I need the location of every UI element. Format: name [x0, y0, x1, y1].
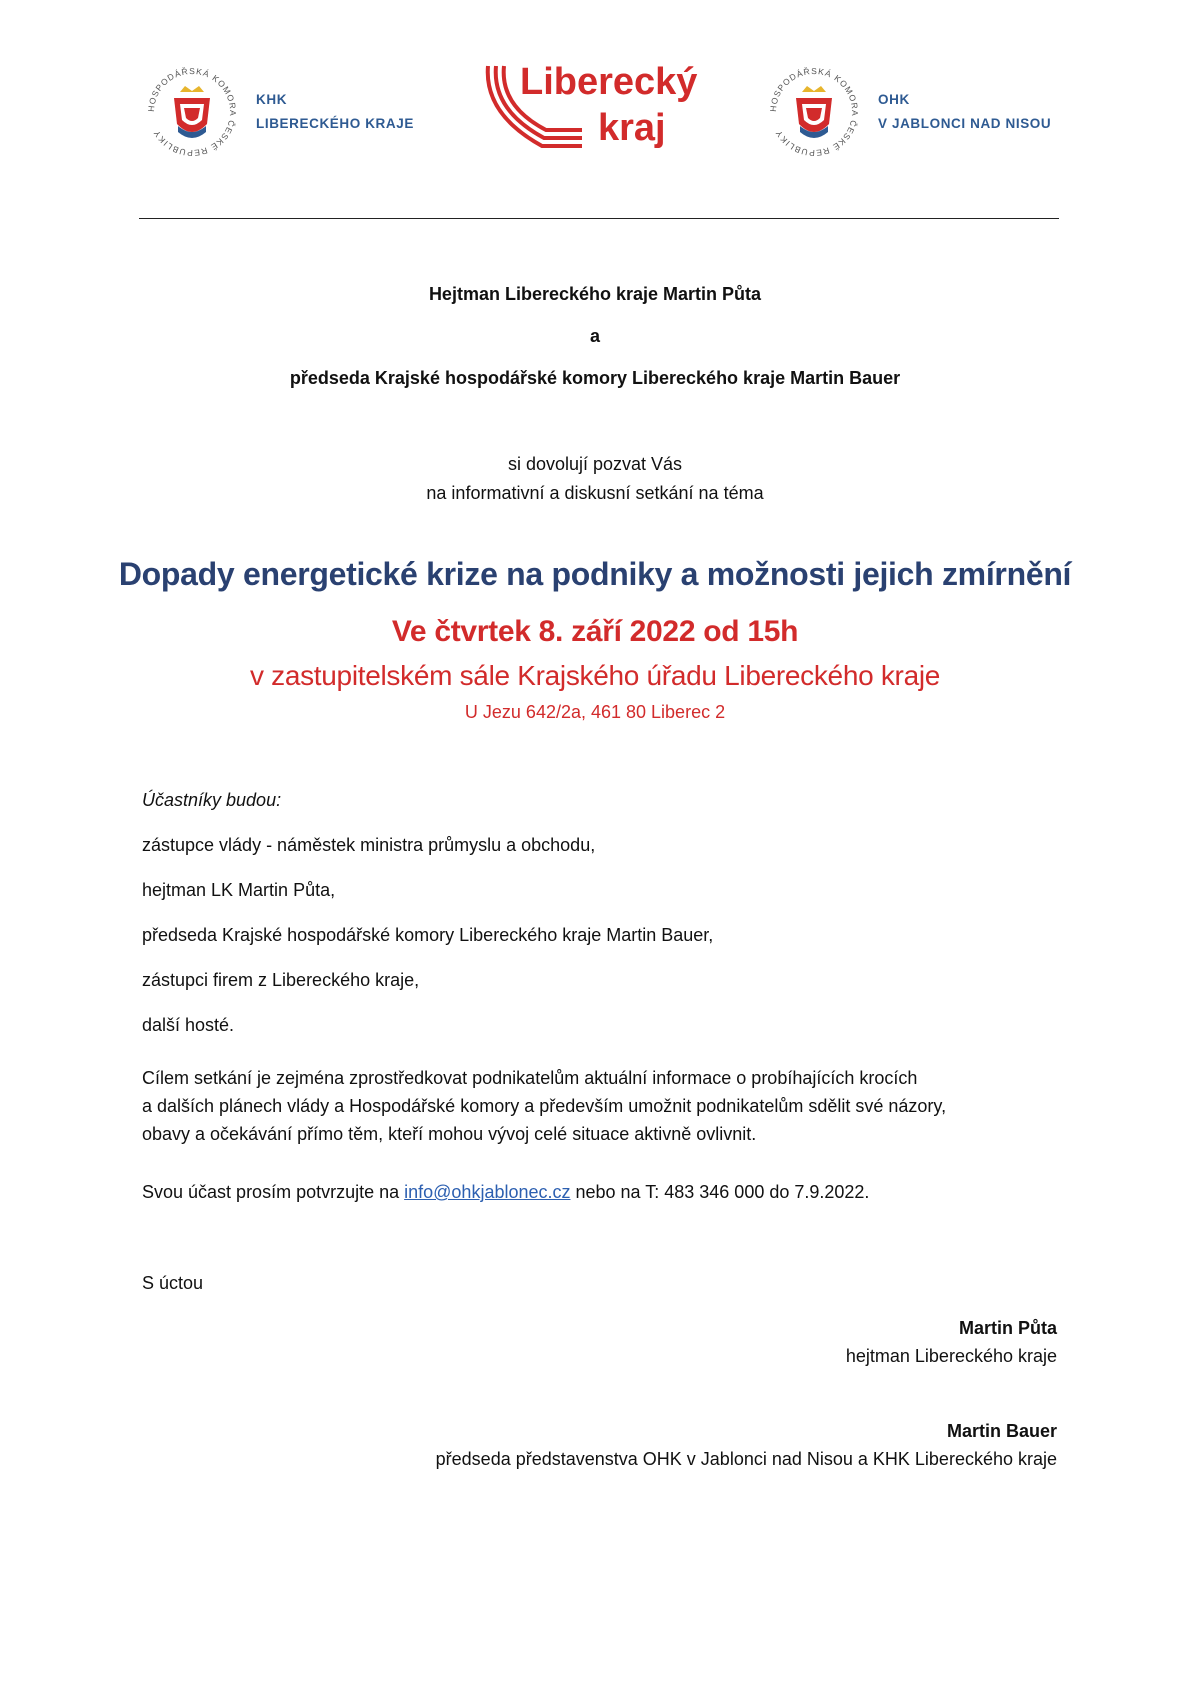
rsvp-after: nebo na T: 483 346 000 do 7.9.2022. — [570, 1182, 870, 1202]
signature-1 — [846, 1314, 1057, 1370]
participants-heading: Účastníky budou: — [142, 790, 282, 810]
rsvp-before: Svou účast prosím potvrzujte na — [142, 1182, 405, 1202]
chamber-seal-icon — [140, 60, 244, 164]
event-date: Ve čtvrtek 8. září 2022 od 15h — [391, 615, 799, 648]
purpose-line3: obavy a očekávání přímo těm, kteří mohou vývoj celé situace aktivně ovlivnit. — [142, 1124, 757, 1144]
signature-2-name: Martin Bauer — [946, 1421, 1057, 1441]
host1: Hejtman Libereckého kraje Martin Půta — [428, 284, 762, 304]
left-org-line2: LIBERECKÉHO KRAJE — [256, 116, 414, 131]
participant-item: předseda Krajské hospodářské komory Libereckého kraje Martin Bauer, — [142, 925, 714, 945]
ohk-logo-text — [878, 88, 1051, 136]
right-org-line2: V JABLONCI NAD NISOU — [878, 116, 1052, 131]
rsvp-line — [142, 1178, 869, 1206]
left-org-line1: KHK — [256, 92, 288, 107]
right-org-line1: OHK — [878, 92, 910, 107]
event-address: U Jezu 642/2a, 461 80 Liberec 2 — [464, 702, 726, 722]
participant-item: hejtman LK Martin Půta, — [142, 880, 336, 900]
rsvp-email-link[interactable]: info@ohkjablonec.cz — [404, 1182, 571, 1202]
purpose-paragraph — [142, 1064, 946, 1148]
khk-logo-text — [256, 88, 414, 136]
purpose-line2: a dalších plánech vlády a Hospodářské komory a především umožnit podnikatelům sdělit své názory, — [142, 1096, 947, 1116]
chamber-seal-icon — [762, 60, 866, 164]
event-topic: Dopady energetické krize na podniky a možnosti jejich zmírnění — [118, 556, 1072, 592]
signature-1-name: Martin Půta — [958, 1318, 1057, 1338]
seal-text: HOSPODÁŘSKÁ KOMORA ČESKÉ REPUBLIKY — [145, 65, 239, 159]
liberecky-kraj-logo — [482, 62, 722, 158]
khk-logo — [140, 60, 414, 164]
center-logo-line2: kraj — [598, 107, 666, 149]
signature-2 — [436, 1417, 1057, 1473]
signature-1-title: hejtman Libereckého kraje — [845, 1346, 1057, 1366]
participant-item: zástupci firem z Libereckého kraje, — [142, 970, 420, 990]
ohk-logo — [762, 60, 1051, 164]
host2: předseda Krajské hospodářské komory Libereckého kraje Martin Bauer — [289, 368, 901, 388]
invite-line2: na informativní a diskusní setkání na téma — [426, 483, 764, 503]
purpose-line1: Cílem setkání je zejména zprostředkovat podnikatelům aktuální informace o probíhajících krocích — [142, 1068, 918, 1088]
participant-item: zástupce vlády - náměstek ministra průmyslu a obchodu, — [142, 835, 596, 855]
header-divider — [139, 218, 1059, 219]
invite-line1: si dovolují pozvat Vás — [507, 454, 683, 474]
participant-item: další hosté. — [142, 1015, 235, 1035]
host-conjunction: a — [589, 326, 600, 346]
center-logo-line1: Liberecký — [520, 62, 698, 103]
signature-2-title: předseda představenstva OHK v Jablonci nad Nisou a KHK Libereckého kraje — [435, 1449, 1057, 1469]
salutation: S úctou — [142, 1273, 204, 1293]
seal-text: HOSPODÁŘSKÁ KOMORA ČESKÉ REPUBLIKY — [767, 65, 861, 159]
event-venue: v zastupitelském sále Krajského úřadu Libereckého kraje — [249, 660, 941, 691]
